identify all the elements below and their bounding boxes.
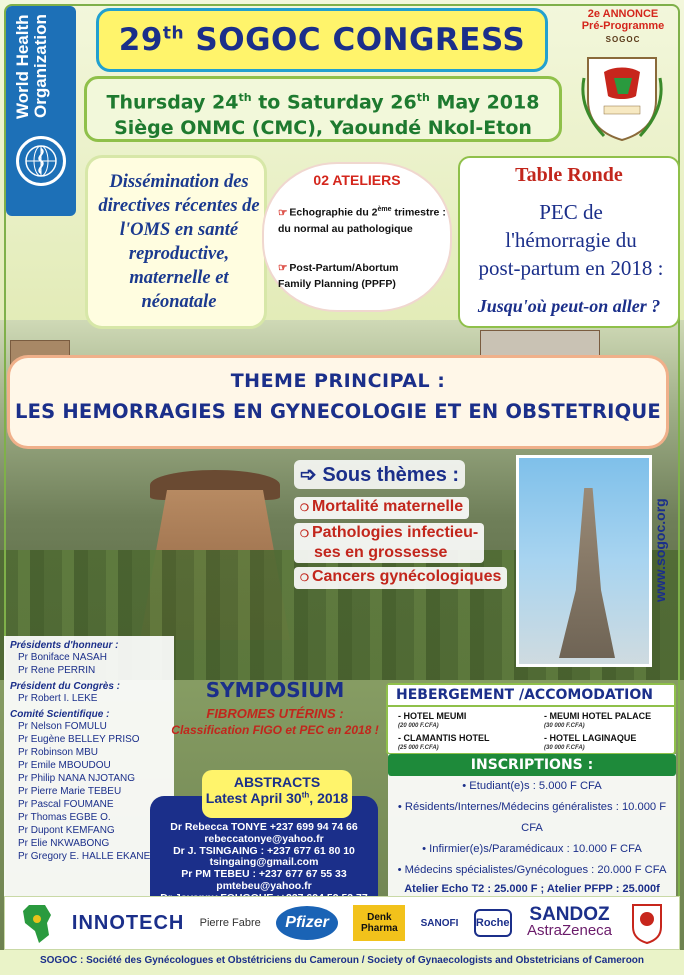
title-rest: SOGOC CONGRESS — [195, 22, 526, 58]
abstracts-deadline-sup: th — [301, 790, 310, 800]
who-label: World Health Organization — [13, 14, 50, 119]
hotel-item — [544, 711, 651, 731]
hotel-price: (30 000 F.CFA) — [544, 723, 585, 729]
presidents-honneur-label: Présidents d'honneur : — [10, 640, 119, 651]
arrow-right-icon: ➩ — [300, 464, 323, 486]
dissemination-box — [88, 158, 264, 326]
atelier-1-sup: ème — [377, 206, 392, 213]
table-ronde-question: Jusqu'où peut-on aller ? — [477, 296, 661, 316]
reunification-monument-photo — [516, 455, 652, 667]
abstracts-deadline — [202, 790, 352, 806]
committee-member: Pr Thomas EGBE O. — [18, 812, 111, 823]
hotel-name: - MEUMI HOTEL PALACE — [544, 711, 652, 721]
atelier-1-text-b: trimestre : — [391, 206, 446, 219]
abstracts-box — [202, 770, 352, 818]
date-sup: th — [416, 91, 430, 104]
atelier-2-text: Post-Partum/Abortum — [289, 262, 399, 274]
hebergement-box — [386, 683, 676, 755]
sous-theme-text: Mortalité maternelle — [311, 498, 464, 515]
symposium-subtitle-2: Classification FIGO et PEC en 2018 ! — [171, 723, 379, 737]
committee-member: Pr Gregory E. HALLE EKANE — [18, 851, 151, 862]
hotel-item — [398, 711, 466, 731]
inscription-fee: • Infirmier(e)s/Paramédicaux : 10.000 F CFA — [422, 843, 642, 855]
committee-member: Pr Robinson MBU — [18, 747, 99, 758]
table-ronde-box — [458, 156, 680, 328]
who-emblem-icon — [16, 136, 66, 186]
president-congres-label: Président du Congrès : — [10, 681, 121, 692]
date-end: to Saturday 26 — [251, 91, 417, 114]
sponsor-sandoz: SANDOZ — [529, 904, 610, 925]
venue-line: Siège ONMC (CMC), Yaoundé Nkol-Eton — [114, 117, 532, 140]
sous-themes-title — [294, 460, 465, 489]
committee-member: Pr Nelson FOMULU — [18, 721, 107, 732]
sous-theme-item — [294, 567, 507, 589]
website-url[interactable]: www.sogoc.org — [652, 498, 668, 602]
sogoc-logo-icon — [572, 46, 672, 146]
theme-label: THEME PRINCIPAL : — [230, 370, 446, 392]
ateliers-box — [262, 162, 452, 312]
committee-member: Pr Philip NANA NJOTANG — [18, 773, 136, 784]
committee-member: Pr Pierre Marie TEBEU — [18, 786, 122, 797]
hand-pointer-icon: ☞ — [278, 206, 288, 219]
congress-title — [119, 22, 526, 58]
contact-email[interactable]: rebeccatonye@yahoo.fr — [204, 832, 324, 845]
bullet-icon: ❍ — [300, 503, 309, 514]
sous-theme-text: Cancers gynécologiques — [311, 568, 502, 585]
atelier-fees: Atelier Echo T2 : 25.000 F ; Atelier PFPP : 25.000f — [404, 883, 660, 895]
sous-themes — [294, 460, 512, 610]
atelier-1-text-c: du normal au pathologique — [278, 222, 413, 235]
dissemination-text: Dissémination des directives récentes de l'OMS en santé reproductive, maternelle et néonatale — [98, 172, 260, 312]
sponsor-pfizer: Pfizer — [276, 906, 338, 940]
sous-theme-text: ses en grossesse — [314, 544, 448, 561]
abstracts-deadline-text: Latest April 30 — [205, 790, 302, 806]
hotel-name: - CLAMANTIS HOTEL — [398, 733, 490, 743]
inscriptions-title: INSCRIPTIONS : — [388, 754, 676, 776]
atelier-1-text: Echographie du 2 — [289, 206, 378, 219]
contact-line: Pr PM TEBEU : +237 677 67 55 33 — [181, 868, 347, 881]
inscriptions-box — [388, 754, 676, 916]
dates-line — [87, 85, 559, 115]
committee-member: Pr Robert I. LEKE — [18, 693, 98, 704]
comite-label: Comité Scientifique : — [10, 709, 110, 720]
contact-email[interactable]: tsingaing@gmail.com — [209, 856, 319, 869]
table-ronde-title: Table Ronde — [515, 164, 623, 186]
annonce-line2: Pré-Programme — [581, 20, 665, 32]
table-ronde-line: post-partum en 2018 : — [478, 256, 664, 280]
sponsors-bar — [4, 896, 680, 950]
contact-email[interactable]: pmtebeu@yahoo.fr — [216, 879, 312, 892]
abstracts-deadline-year: , 2018 — [309, 790, 349, 806]
hotel-price: (30 000 F.CFA) — [544, 745, 585, 751]
atelier-2-text-b: Family Planning (PPFP) — [278, 278, 396, 290]
abstracts-title: ABSTRACTS — [233, 774, 321, 790]
table-ronde-body — [464, 198, 678, 282]
africa-map-icon — [17, 901, 57, 945]
sponsor-astrazeneca: AstraZeneca — [526, 922, 613, 939]
sous-theme-item — [294, 523, 484, 563]
committee-member: Pr Eugène BELLEY PRISO — [18, 734, 140, 745]
date-sup: th — [238, 91, 252, 104]
sponsor-sanofi: SANOFI — [420, 917, 459, 929]
hotel-name: - HOTEL LAGINAQUE — [544, 733, 637, 743]
contact-line: Dr Rebecca TONYE +237 699 94 74 66 — [170, 821, 358, 833]
inscription-fee: • Médecins spécialistes/Gynécologues : 20.000 F CFA — [397, 864, 667, 876]
sponsor-roche: Roche — [474, 909, 512, 937]
dates-box — [84, 76, 562, 142]
hotel-item — [398, 733, 490, 753]
committee-member: Pr Rene PERRIN — [18, 665, 96, 676]
sous-theme-item — [294, 497, 469, 519]
sogoc-logo-text: SOGOC — [605, 35, 641, 44]
date-month: May 2018 — [429, 91, 540, 114]
symposium — [168, 678, 382, 768]
committee-member: Pr Emile MBOUDOU — [18, 760, 111, 771]
committee-member: Pr Pascal FOUMANE — [18, 799, 114, 810]
table-ronde-line: l'hémorragie du — [505, 228, 637, 252]
symposium-title: SYMPOSIUM — [205, 678, 345, 702]
annonce — [568, 8, 678, 46]
hotel-price: (25 000 F.CFA) — [398, 745, 439, 751]
title-box — [96, 8, 548, 72]
atelier-item — [278, 260, 450, 292]
inscription-fee: • Résidents/Internes/Médecins généralistes : 10.000 F CFA — [397, 801, 667, 834]
hand-pointer-icon: ☞ — [278, 262, 288, 274]
footer: SOGOC : Société des Gynécologues et Obstétriciens du Cameroun / Society of Gynaecologists and Obstetricians of Cameroon — [0, 950, 684, 975]
sous-theme-text: Pathologies infectieu- — [311, 524, 479, 541]
table-ronde-line: PEC de — [539, 200, 603, 224]
symposium-subtitle: FIBROMES UTÉRINS : — [206, 706, 344, 721]
date-start: Thursday 24 — [106, 91, 239, 114]
hotel-item — [544, 733, 636, 753]
committee-member: Pr Dupont KEMFANG — [18, 825, 115, 836]
inscription-fee: • Etudiant(e)s : 5.000 F CFA — [462, 780, 602, 792]
ateliers-title: 02 ATELIERS — [313, 172, 401, 188]
sponsor-denk-pharma: Denk Pharma — [353, 905, 405, 941]
bullet-icon: ❍ — [300, 529, 309, 540]
sponsor-sandoz-astrazeneca — [527, 901, 612, 945]
title-number: 29 — [118, 22, 163, 58]
contact-line: Dr J. TSINGAING : +237 677 61 80 10 — [173, 844, 355, 857]
hebergement-title: HEBERGEMENT /ACCOMODATION — [388, 685, 674, 707]
sponsor-pierre-fabre: Pierre Fabre — [199, 917, 261, 929]
hotel-price: (20 000 F.CFA) — [398, 723, 439, 729]
committee-panel — [4, 636, 174, 920]
theme-main: LES HEMORRAGIES EN GYNECOLOGIE ET EN OBSTETRIQUE — [15, 400, 661, 423]
sponsor-innotech: INNOTECH — [71, 911, 185, 934]
committee-member: Pr Boniface NASAH — [18, 652, 107, 663]
monument-statue — [559, 488, 615, 658]
theme-box — [10, 358, 666, 446]
committee-member: Pr Elie NKWABONG — [18, 838, 110, 849]
who-banner — [6, 6, 76, 216]
atelier-item — [278, 202, 450, 237]
bullet-icon: ❍ — [300, 573, 309, 584]
title-ordinal: th — [162, 23, 185, 44]
hotel-name: - HOTEL MEUMI — [398, 711, 467, 721]
sous-themes-title-text: Sous thèmes : — [322, 464, 460, 486]
annonce-line1: 2e ANNONCE — [587, 8, 659, 20]
partner-emblem-icon — [627, 901, 667, 945]
